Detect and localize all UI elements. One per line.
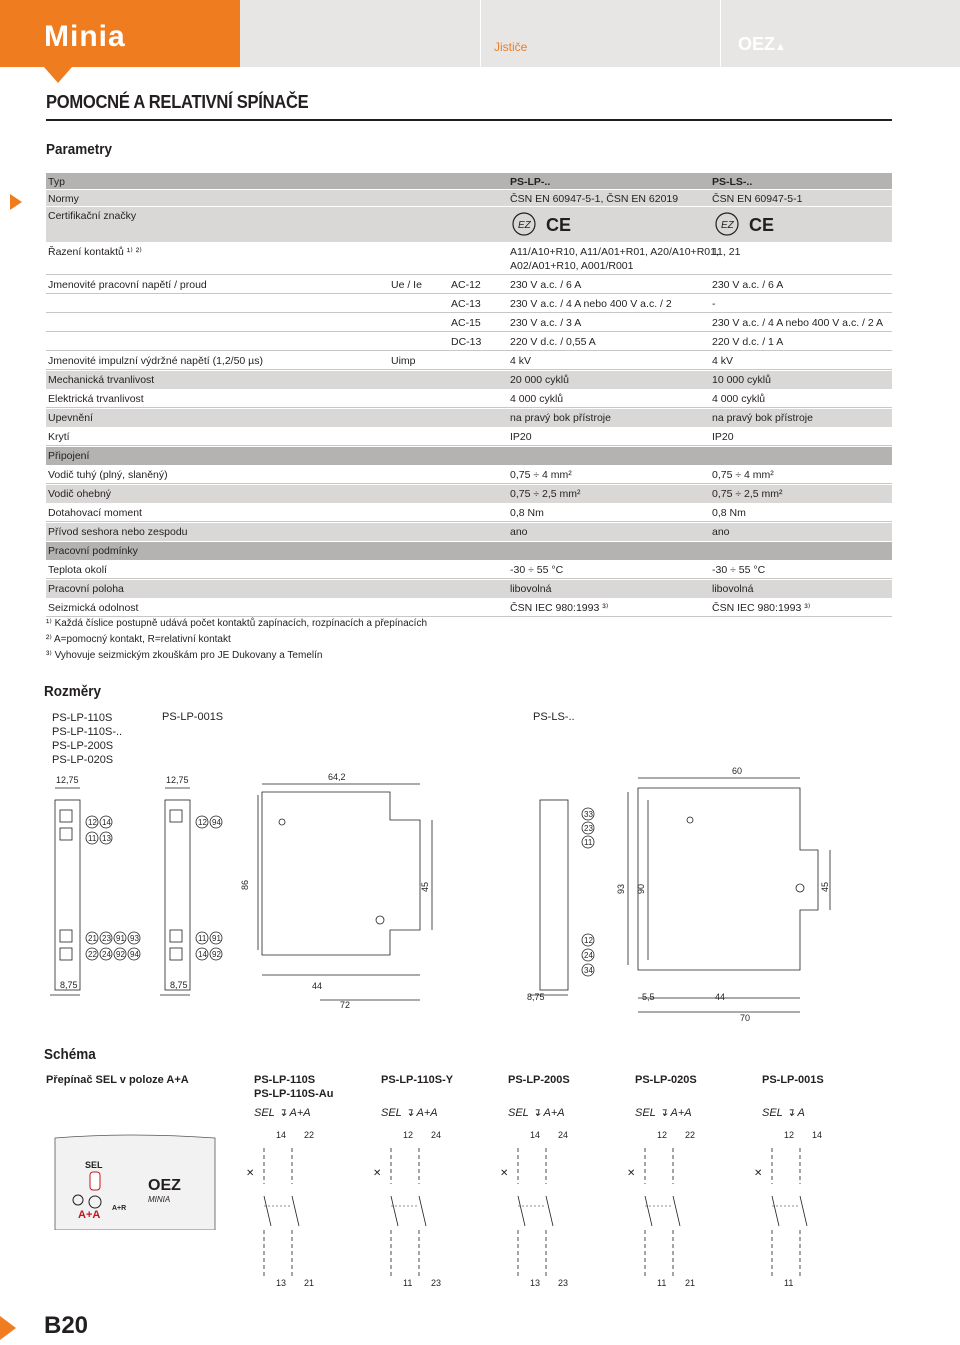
row-label: Pracovní poloha <box>48 583 124 595</box>
terminal-num: 14 <box>102 818 111 827</box>
terminal-top: 12 <box>657 1130 668 1140</box>
value-pslp: 230 V a.c. / 4 A nebo 400 V a.c. / 2 <box>510 298 672 310</box>
row-label: Teplota okolí <box>48 564 107 576</box>
row-label: Dotahovací moment <box>48 507 142 519</box>
value-pslp: ano <box>510 526 528 538</box>
scheme-sel: SEL ↴ A+A <box>508 1107 565 1119</box>
table-row <box>46 173 892 189</box>
value-pslp: 0,75 ÷ 2,5 mm² <box>510 488 581 500</box>
value-psls: -30 ÷ 55 °C <box>712 564 766 576</box>
value-pslp: ČSN EN 60947-5-1, ČSN EN 62019 <box>510 193 679 205</box>
terminal-num: 92 <box>212 950 221 959</box>
page-number: B20 <box>44 1312 89 1339</box>
terminal-top: 14 <box>812 1130 823 1140</box>
terminal-num: 23 <box>584 824 593 833</box>
row-subcategory: AC-15 <box>451 317 481 329</box>
scheme-name: PS-LP-200S <box>508 1074 570 1086</box>
value-pslp: na pravý bok přístroje <box>510 412 611 424</box>
scheme-name: PS-LP-020S <box>635 1074 697 1086</box>
sel-word: SEL <box>85 1160 103 1170</box>
footnote: ³⁾ Vyhovuje seizmickým zkouškám pro JE Dukovany a Temelín <box>46 650 323 661</box>
terminal-top: 12 <box>784 1130 795 1140</box>
value-pslp: 0,8 Nm <box>510 507 544 519</box>
table-row <box>46 428 892 446</box>
value-psls: 0,75 ÷ 2,5 mm² <box>712 488 783 500</box>
header-divider <box>480 0 481 67</box>
terminal-top: 12 <box>403 1130 414 1140</box>
dim-44: 44 <box>312 981 323 991</box>
dim-86: 86 <box>240 879 250 890</box>
oez-logo: OEZ▲ <box>738 34 786 54</box>
value-pslp: 230 V a.c. / 6 A <box>510 279 582 291</box>
terminal-num: 11 <box>198 934 207 943</box>
terminal-num: 14 <box>198 950 207 959</box>
terminal-top: 14 <box>530 1130 541 1140</box>
scheme-name: PS-LP-110S <box>254 1074 316 1086</box>
terminal-num: 22 <box>88 950 97 959</box>
sel-aa: A+A <box>78 1209 101 1221</box>
value-pslp: libovolná <box>510 583 552 595</box>
svg-text:CE: CE <box>749 215 775 235</box>
table-row <box>46 447 892 465</box>
dims-label: PS-LP-110S <box>52 712 113 724</box>
table-row <box>46 409 892 427</box>
terminal-bottom: 11 <box>784 1278 794 1288</box>
row-label: Vodič ohebný <box>48 488 112 500</box>
oez-word: OEZ <box>148 1177 181 1194</box>
value-pslp: ČSN IEC 980:1993 ³⁾ <box>510 602 609 614</box>
table-row <box>46 485 892 503</box>
dims-label-b: PS-LP-001S <box>162 711 224 723</box>
value-psls: 11, 21 <box>712 246 741 258</box>
value-psls: 0,75 ÷ 4 mm² <box>712 469 774 481</box>
section-parameters: Parametry <box>46 141 113 158</box>
terminal-top: 22 <box>685 1130 696 1140</box>
terminal-num: 12 <box>88 818 97 827</box>
value-pslp: 0,75 ÷ 4 mm² <box>510 469 572 481</box>
page-marker <box>0 1316 16 1340</box>
terminal-bottom: 13 <box>276 1278 287 1288</box>
dim-60: 60 <box>732 766 743 776</box>
sel-ar: A+R <box>112 1205 127 1212</box>
value-pslp-cont: A02/A01+R10, A001/R001 <box>510 260 634 272</box>
table-row <box>46 504 892 522</box>
module-c-side-drawing <box>628 778 830 1012</box>
table-row <box>46 333 892 351</box>
dim-12-75: 12,75 <box>166 775 189 785</box>
section-dimensions: Rozměry <box>44 683 102 700</box>
terminal-top: 24 <box>558 1130 569 1140</box>
terminal-top: 14 <box>276 1130 287 1140</box>
dim-72: 72 <box>340 1000 351 1010</box>
row-label: Seizmická odolnost <box>48 602 139 614</box>
dims-label: PS-LP-200S <box>52 740 114 752</box>
value-psls: libovolná <box>712 583 754 595</box>
minia-word: MINIA <box>148 1195 171 1204</box>
terminal-bottom: 21 <box>685 1278 696 1288</box>
value-psls: 4 000 cyklů <box>712 393 766 405</box>
terminal-num: 94 <box>130 950 139 959</box>
value-psls: 10 000 cyklů <box>712 374 771 386</box>
table-row <box>46 314 892 332</box>
dims-label: PS-LP-110S-.. <box>52 726 123 738</box>
value-psls: ČSN EN 60947-5-1 <box>712 193 803 205</box>
dim-12-75: 12,75 <box>56 775 79 785</box>
value-psls: IP20 <box>712 431 734 443</box>
row-label: Pracovní podmínky <box>48 545 138 557</box>
scheme-name-2: PS-LP-110S-Au <box>254 1088 334 1100</box>
dim-64-2: 64,2 <box>328 772 346 782</box>
dim-8-75: 8,75 <box>60 980 78 990</box>
terminal-num: 23 <box>102 934 111 943</box>
svg-text:CE: CE <box>546 215 572 235</box>
table-row <box>46 523 892 541</box>
module-side-drawing <box>258 784 432 1000</box>
dimension-drawings <box>0 760 960 1030</box>
table-row <box>46 276 892 294</box>
header-divider <box>720 0 721 67</box>
terminal-bottom: 23 <box>431 1278 442 1288</box>
title-rule <box>46 119 892 121</box>
terminal-bottom: 21 <box>304 1278 315 1288</box>
dim-5-5: 5,5 <box>642 992 655 1002</box>
category-label: Jističe <box>494 40 528 54</box>
dim-8-75: 8,75 <box>527 992 545 1002</box>
value-psls: ano <box>712 526 730 538</box>
contact-diagram <box>367 1126 477 1291</box>
value-pslp: A11/A10+R10, A11/A01+R01, A20/A10+R01, <box>510 246 719 258</box>
cert-marks <box>510 209 590 239</box>
table-row <box>46 390 892 408</box>
terminal-num: 24 <box>584 951 593 960</box>
value-pslp: IP20 <box>510 431 532 443</box>
row-label: Upevnění <box>48 412 93 424</box>
sel-title: Přepínač SEL v poloze A+A <box>46 1074 189 1086</box>
terminal-num: 94 <box>212 818 221 827</box>
row-label: Elektrická trvanlivost <box>48 393 144 405</box>
value-psls: ČSN IEC 980:1993 ³⁾ <box>712 602 811 614</box>
footnote: ²⁾ A=pomocný kontakt, R=relativní kontakt <box>46 634 231 645</box>
terminal-num: 33 <box>584 810 593 819</box>
row-label: Řazení kontaktů ¹⁾ ²⁾ <box>48 246 142 258</box>
svg-text:✕: ✕ <box>246 1168 255 1179</box>
row-symbol: Uimp <box>391 355 416 367</box>
terminal-num: 11 <box>584 838 593 847</box>
terminal-num: 13 <box>102 834 111 843</box>
value-psls: 220 V d.c. / 1 A <box>712 336 784 348</box>
dims-label-c: PS-LS-.. <box>533 711 575 723</box>
value-pslp: -30 ÷ 55 °C <box>510 564 564 576</box>
section-schema: Schéma <box>44 1046 96 1063</box>
page-title: POMOCNÉ A RELATIVNÍ SPÍNAČE <box>46 92 309 112</box>
row-label: Normy <box>48 193 79 205</box>
value-psls: 4 kV <box>712 355 734 367</box>
terminal-top: 22 <box>304 1130 315 1140</box>
terminal-num: 12 <box>198 818 207 827</box>
row-subcategory: DC-13 <box>451 336 482 348</box>
section-marker <box>10 194 22 210</box>
table-row <box>46 466 892 484</box>
row-subcategory: AC-12 <box>451 279 481 291</box>
row-label: Jmenovité impulzní výdržné napětí (1,2/50 µs) <box>48 355 263 367</box>
value-pslp: 4 kV <box>510 355 532 367</box>
value-psls: PS-LS-.. <box>712 176 753 188</box>
row-label: Mechanická trvanlivost <box>48 374 155 386</box>
dims-label: PS-LP-020S <box>52 754 114 766</box>
table-row <box>46 190 892 206</box>
table-row <box>46 243 892 275</box>
value-psls: - <box>712 298 716 310</box>
terminal-num: 21 <box>88 934 97 943</box>
value-psls: na pravý bok přístroje <box>712 412 813 424</box>
dim-44: 44 <box>715 992 726 1002</box>
page-header <box>0 0 960 67</box>
terminal-num: 93 <box>130 934 139 943</box>
terminal-num: 11 <box>88 834 97 843</box>
cert-marks <box>713 209 793 239</box>
table-row <box>46 207 892 242</box>
terminal-bottom: 23 <box>558 1278 569 1288</box>
footnote: ¹⁾ Každá číslice postupně udává počet kontaktů zapínacích, rozpínacích a přepínacích <box>46 618 428 629</box>
dim-93: 93 <box>616 883 626 894</box>
row-label: Certifikační značky <box>48 210 137 222</box>
dim-70: 70 <box>740 1013 751 1023</box>
contact-diagram <box>240 1126 350 1291</box>
terminal-num: 91 <box>212 934 221 943</box>
row-label: Přívod seshora nebo zespodu <box>48 526 188 538</box>
terminal-bottom: 13 <box>530 1278 541 1288</box>
scheme-sel: SEL ↴ A+A <box>635 1107 692 1119</box>
value-psls: 0,8 Nm <box>712 507 746 519</box>
scheme-sel: SEL ↴ A+A <box>381 1107 438 1119</box>
scheme-name: PS-LP-110S-Y <box>381 1074 454 1086</box>
table-row <box>46 580 892 598</box>
dim-45: 45 <box>820 881 830 892</box>
row-subcategory: AC-13 <box>451 298 481 310</box>
brand-name: Minia <box>44 20 126 53</box>
row-label: Typ <box>48 176 65 188</box>
terminal-num: 12 <box>584 936 593 945</box>
dim-8-75: 8,75 <box>170 980 188 990</box>
contact-diagram <box>494 1126 604 1291</box>
terminal-top: 24 <box>431 1130 442 1140</box>
value-pslp: 4 000 cyklů <box>510 393 564 405</box>
value-pslp: 20 000 cyklů <box>510 374 569 386</box>
value-pslp: PS-LP-.. <box>510 176 551 188</box>
terminal-bottom: 11 <box>657 1278 667 1288</box>
value-pslp: 230 V a.c. / 3 A <box>510 317 582 329</box>
dims-label-group-a <box>52 711 122 767</box>
terminal-num: 24 <box>102 950 111 959</box>
row-label: Připojení <box>48 450 90 462</box>
scheme-name: PS-LP-001S <box>762 1074 824 1086</box>
value-pslp: 220 V d.c. / 0,55 A <box>510 336 596 348</box>
table-row <box>46 371 892 389</box>
dim-45: 45 <box>420 881 430 892</box>
row-symbol: Ue / Ie <box>391 279 422 291</box>
svg-text:✕: ✕ <box>627 1168 636 1179</box>
value-psls: 230 V a.c. / 6 A <box>712 279 784 291</box>
svg-text:✕: ✕ <box>500 1168 509 1179</box>
row-label: Vodič tuhý (plný, slaněný) <box>48 469 168 481</box>
dim-90: 90 <box>636 883 646 894</box>
svg-text:✕: ✕ <box>754 1168 763 1179</box>
brand-notch <box>44 67 72 83</box>
terminal-num: 91 <box>116 934 125 943</box>
terminal-num: 92 <box>116 950 125 959</box>
brand-block <box>0 0 240 67</box>
scheme-sel: SEL ↴ A+A <box>254 1107 311 1119</box>
contact-diagram <box>748 1126 858 1291</box>
table-row <box>46 295 892 313</box>
table-row <box>46 542 892 560</box>
contact-diagram <box>621 1126 731 1291</box>
value-psls: 230 V a.c. / 4 A nebo 400 V a.c. / 2 A <box>712 317 884 329</box>
sel-switch-illustration <box>40 1110 220 1230</box>
svg-text:EZ: EZ <box>518 220 531 231</box>
svg-text:EZ: EZ <box>721 220 734 231</box>
terminal-bottom: 11 <box>403 1278 413 1288</box>
table-row <box>46 599 892 617</box>
logo-text: OEZ <box>738 34 776 54</box>
svg-text:✕: ✕ <box>373 1168 382 1179</box>
table-row <box>46 352 892 370</box>
terminal-num: 34 <box>584 966 593 975</box>
row-label: Jmenovité pracovní napětí / proud <box>48 279 207 291</box>
table-row <box>46 561 892 579</box>
row-label: Krytí <box>48 431 70 443</box>
scheme-sel: SEL ↴ A <box>762 1107 805 1119</box>
